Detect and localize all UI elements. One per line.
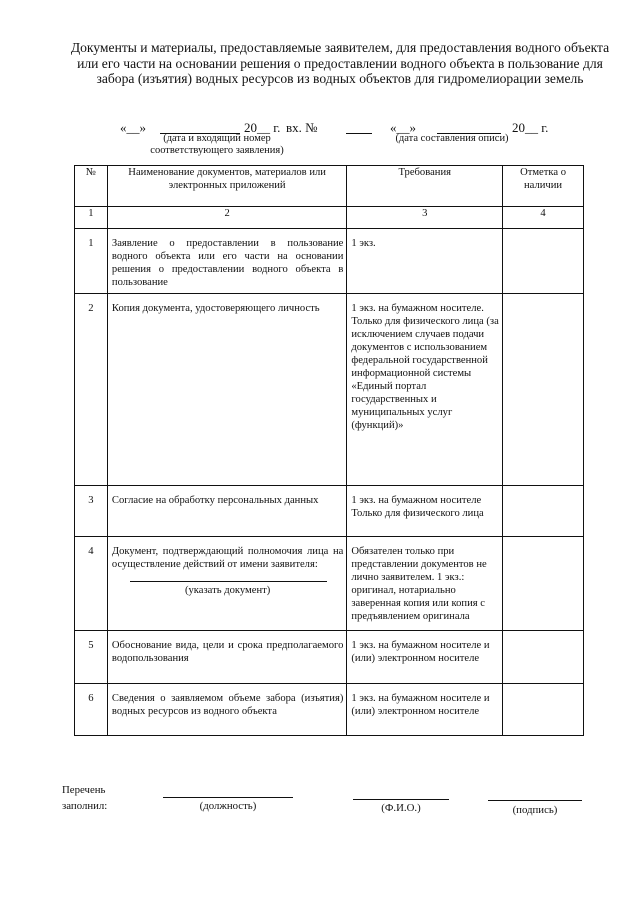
fio-caption: (Ф.И.О.) <box>381 802 421 814</box>
signature-caption: (подпись) <box>512 804 558 816</box>
row-number: 2 <box>75 294 108 486</box>
row-document-name: Согласие на обработку персональных данных <box>107 486 346 537</box>
left-date-quote: «__» <box>120 120 146 135</box>
caption-right: (дата составления описи) <box>395 133 509 144</box>
signature-line[interactable] <box>488 800 582 801</box>
row-document-name: Сведения о заявляемом объеме забора (изъятия) водных ресурсов из водного объекта <box>107 684 346 736</box>
index-cell: 1 <box>75 207 108 229</box>
header-requirements: Требования <box>347 166 503 207</box>
specify-document-line <box>130 581 327 582</box>
table-row <box>75 294 584 486</box>
row-presence-mark[interactable] <box>503 294 584 486</box>
row-number: 6 <box>75 684 108 736</box>
table-row <box>75 486 584 537</box>
documents-table <box>74 165 584 736</box>
table-row <box>75 537 584 631</box>
row-number: 3 <box>75 486 108 537</box>
header-name: Наименование документов, материалов или электронных приложений <box>107 166 346 207</box>
fio-line[interactable] <box>353 799 449 800</box>
row-presence-mark[interactable] <box>503 537 584 631</box>
index-cell: 4 <box>503 207 584 229</box>
table-header-row <box>75 166 584 207</box>
specify-document-caption: (указать документ) <box>184 585 271 596</box>
footer-label-line1: Перечень <box>62 784 106 796</box>
header-presence: Отметка о наличии <box>503 166 584 207</box>
position-caption: (должность) <box>199 800 257 812</box>
row-document-name: Обоснование вида, цели и срока предполагаемого водопользования <box>107 631 346 684</box>
row-document-name <box>107 537 346 631</box>
row-presence-mark[interactable] <box>503 229 584 294</box>
row-number: 5 <box>75 631 108 684</box>
footer-label-line2: заполнил: <box>62 800 108 812</box>
row-number: 4 <box>75 537 108 631</box>
row-document-name: Заявление о предоставлении в пользование водного объекта или его части на основании решения о предоставлении водного объекта в пользование <box>107 229 346 294</box>
position-line[interactable] <box>163 797 293 798</box>
left-year: 20__ г. <box>244 120 281 135</box>
caption-left: (дата и входящий номер соответствующего заявления) <box>150 133 284 156</box>
row-document-name: Копия документа, удостоверяющего личность <box>107 294 346 486</box>
row-requirements: Обязателен только при представлении документов не лично заявителем. 1 экз.: оригинал, нотариально заверенная копия или копия с предъявлением оригинала <box>347 537 503 631</box>
right-date-quote: «__» <box>390 120 416 135</box>
incoming-number-line <box>346 133 372 134</box>
row-number: 1 <box>75 229 108 294</box>
table-row <box>75 631 584 684</box>
index-cell: 3 <box>347 207 503 229</box>
row-requirements: 1 экз. на бумажном носителе. Только для физического лица (за исключением случаев подачи документов с использованием федеральной государственной информационной системы «Единый портал государственных и муниципальных услуг (функций)» <box>347 294 503 486</box>
row-requirements: 1 экз. <box>347 229 503 294</box>
right-year: 20__ г. <box>512 120 549 135</box>
index-cell: 2 <box>107 207 346 229</box>
document-title: Документы и материалы, предоставляемые заявителем, для предоставления водного объекта или его части на основании решения о предоставлении водного объекта в пользование для забора (изъятия) водных ресурсов из водных объектов для гидромелиорации земель <box>70 40 610 86</box>
table-row <box>75 684 584 736</box>
row-presence-mark[interactable] <box>503 684 584 736</box>
header-number: № <box>75 166 108 207</box>
table-index-row <box>75 207 584 229</box>
row-requirements: 1 экз. на бумажном носителе и (или) электронном носителе <box>347 631 503 684</box>
row-document-name-text: Документ, подтверждающий полномочия лица на осуществление действий от имени заявителя: <box>111 546 344 570</box>
table-row <box>75 229 584 294</box>
row-requirements: 1 экз. на бумажном носителе и (или) электронном носителе <box>347 684 503 736</box>
row-presence-mark[interactable] <box>503 631 584 684</box>
incoming-number-label: вх. № <box>286 120 318 135</box>
row-requirements: 1 экз. на бумажном носителе Только для физического лица <box>347 486 503 537</box>
row-presence-mark[interactable] <box>503 486 584 537</box>
